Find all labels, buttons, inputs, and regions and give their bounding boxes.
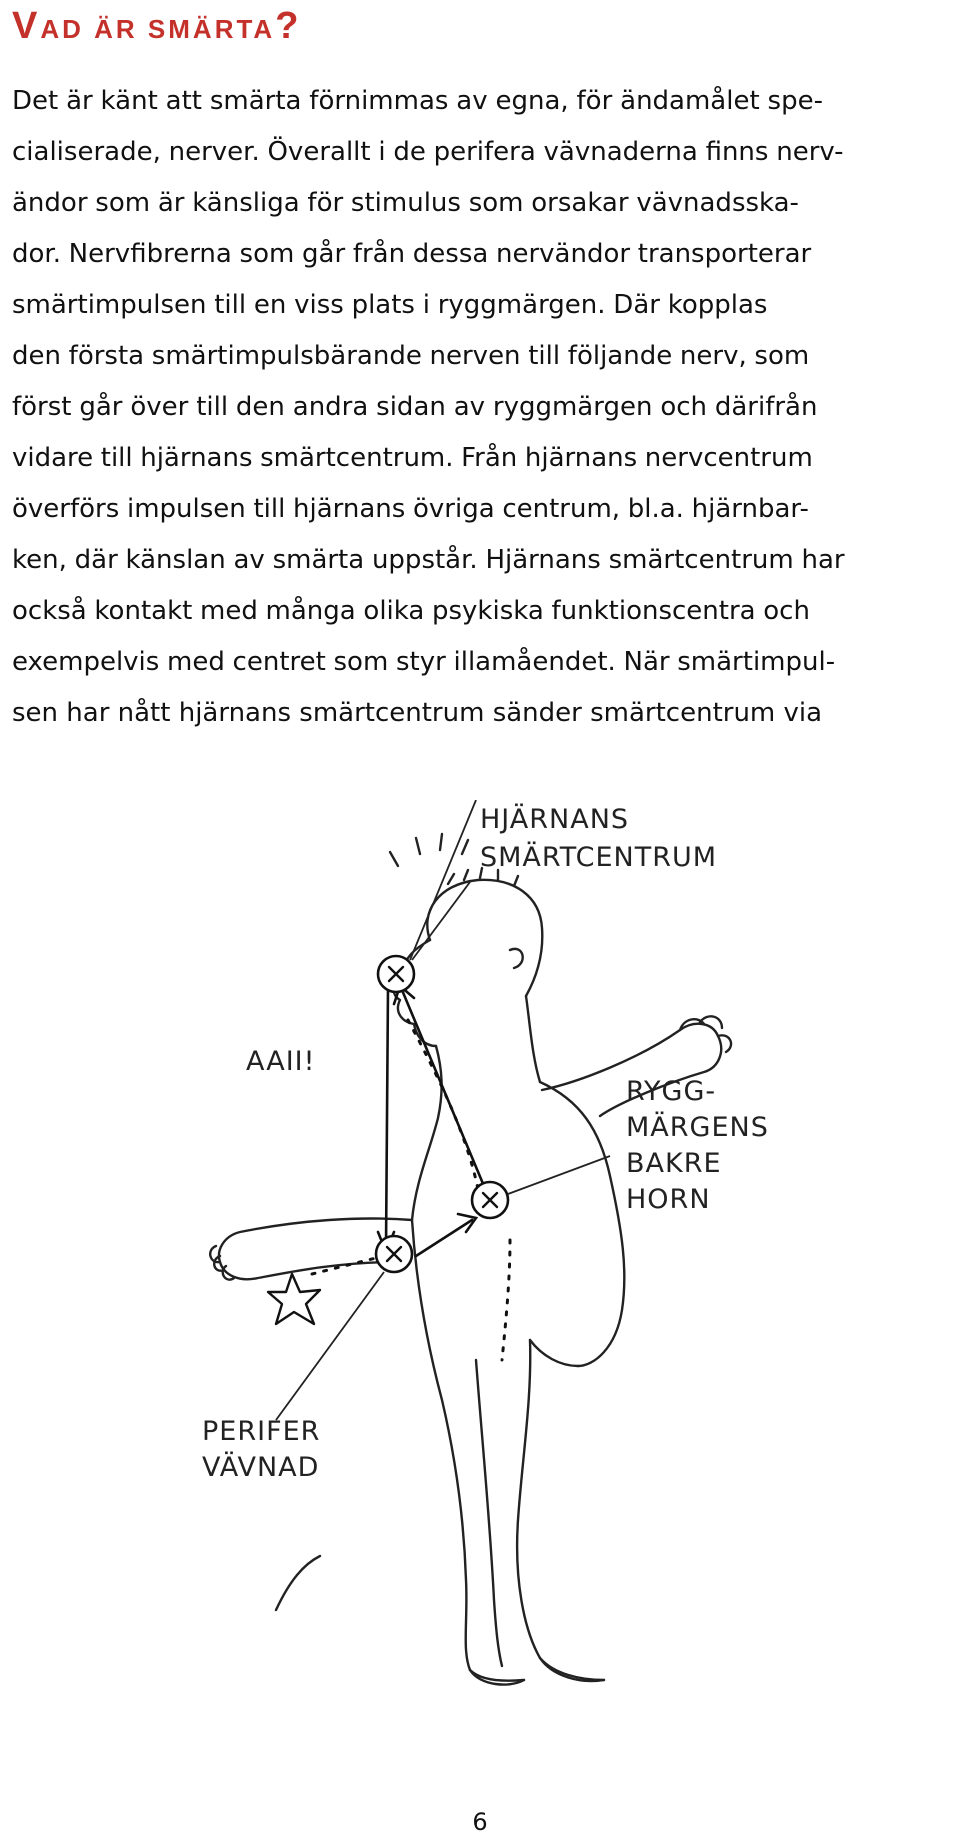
- paragraph-line: ändor som är känsliga för stimulus som orsakar vävnadsska-: [12, 188, 799, 218]
- inner-leg: [476, 1360, 502, 1666]
- buttocks-curve: [530, 1340, 578, 1366]
- pain-pathway-illustration: [180, 800, 880, 1740]
- dotted-spinal-pathway: [408, 1020, 480, 1200]
- paragraph-line: Det är känt att smärta förnimmas av egna, för ändamålet spe-: [12, 86, 823, 116]
- back-outline: [540, 1082, 624, 1366]
- spine-label: [626, 1076, 778, 1215]
- paragraph-line: överförs impulsen till hjärnans övriga centrum, bl.a. hjärnbar-: [12, 494, 809, 524]
- spine-label-line: RYGG-: [626, 1076, 717, 1107]
- spine-label-line: HORN: [626, 1184, 711, 1215]
- spine-label-leader: [508, 1156, 610, 1194]
- paragraph-line: vidare till hjärnans smärtcentrum. Från hjärnans nervcentrum: [12, 443, 813, 473]
- paragraph-line: sen har nått hjärnans smärtcentrum sänder smärtcentrum via: [12, 698, 823, 728]
- ear: [510, 949, 523, 968]
- page-heading: [12, 6, 301, 49]
- heading-first-letter: V: [12, 5, 41, 47]
- spine-label-line: MÄRGENS: [626, 1112, 769, 1143]
- tissue-label: [202, 1416, 330, 1483]
- ascending-pathway: [402, 990, 494, 1210]
- paragraph-line: exempelvis med centret som styr illamåendet. När smärtimpul-: [12, 647, 836, 677]
- brain-label-leader: [410, 800, 476, 960]
- paragraph-line: först går över till den andra sidan av ryggmärgen och därifrån: [12, 392, 818, 422]
- paragraph-line: dor. Nervfibrerna som går från dessa nervändor transporterar: [12, 239, 812, 269]
- dotted-tissue-pathway: [312, 1258, 376, 1274]
- right-fist: [680, 1016, 731, 1052]
- brain-label: [480, 803, 717, 873]
- spine-label-line: BAKRE: [626, 1148, 722, 1179]
- crossing-pathway: [416, 1220, 472, 1256]
- injury-star-icon: [268, 1274, 320, 1324]
- dotted-back-pathway: [502, 1240, 510, 1360]
- tissue-label-leader: [276, 1272, 384, 1420]
- exclamation-label: AAII!: [246, 1046, 316, 1077]
- tissue-label-line: VÄVNAD: [202, 1452, 320, 1483]
- heading-rest: AD ÄR SMÄRTA: [40, 14, 276, 44]
- tissue-label-line: PERIFER: [202, 1416, 321, 1447]
- page-number: 6: [472, 1808, 488, 1836]
- brain-label-line: SMÄRTCENTRUM: [480, 842, 718, 873]
- feet: [470, 1658, 604, 1681]
- neck-back: [526, 996, 540, 1082]
- paragraph-line: ken, där känslan av smärta uppstår. Hjärnans smärtcentrum har: [12, 545, 845, 575]
- back-leg: [517, 1340, 604, 1681]
- paragraph-line: cialiserade, nerver. Överallt i de perifera vävnaderna finns nerv-: [12, 137, 844, 167]
- heading-punctuation: ?: [275, 5, 302, 47]
- motion-mark: [276, 1556, 320, 1610]
- head-outline: [427, 880, 542, 996]
- paragraph-line: den första smärtimpulsbärande nerven till följande nerv, som: [12, 341, 810, 371]
- paragraph-line: smärtimpulsen till en viss plats i ryggmärgen. Där kopplas: [12, 290, 768, 320]
- descending-pathway: [386, 988, 388, 1248]
- body-paragraph: [12, 76, 952, 739]
- paragraph-line: också kontakt med många olika psykiska funktionscentra och: [12, 596, 810, 626]
- brain-label-line: HJÄRNANS: [480, 804, 630, 835]
